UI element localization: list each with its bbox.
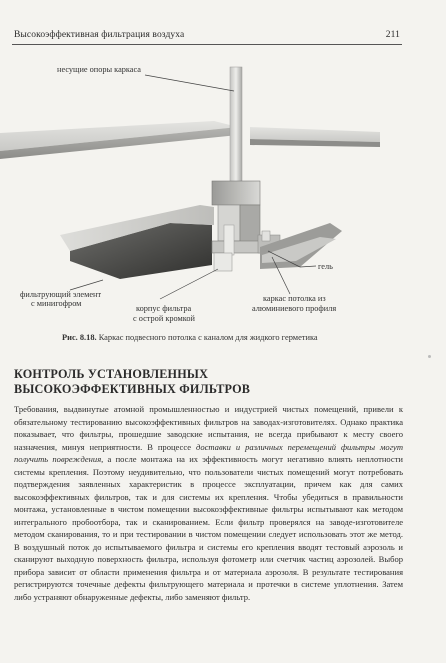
label-filter-element-line1: фильтрующий элемент — [20, 290, 102, 299]
left-beam — [0, 121, 238, 159]
label-filter-element-line2: с минигофром — [31, 299, 82, 308]
label-gel: гель — [318, 262, 333, 271]
label-ceiling-frame-line1: каркас потолка из — [263, 294, 326, 303]
running-title: Высокоэффективная фильтрация воздуха — [14, 30, 185, 40]
support-rod — [230, 67, 242, 191]
paragraph-1-emphasis: доставки и различных перемещений фильтры могут получить повреждения — [14, 441, 404, 464]
margin-dot — [428, 355, 431, 358]
label-ceiling-frame-line2: алюминиевого профиля — [252, 304, 337, 313]
page-number: 211 — [385, 30, 400, 40]
label-filter-body-line1: корпус фильтра — [136, 304, 192, 313]
caption-text: Каркас подвесного потолка с каналом для жидкого герметика — [96, 333, 318, 342]
paragraph-1 — [14, 403, 403, 603]
caption-prefix: Рис. 8.18. — [62, 333, 97, 342]
label-filter-body-line2: с острой кромкой — [133, 314, 195, 323]
paragraph-1-part-a: Требования, выдвинутые атомной промышленностью и индустрией чистых помещений, привели к обязательному тестированию высокоэффективных фильтров на заводах-изготовителях. Однако практика показывает, что фильтры, прошедшие заводские испытания, не всегда прибывают к месту своего назначения, минуя неприятности. В процессе — [14, 404, 403, 452]
section-heading — [14, 367, 394, 397]
header-rule — [12, 44, 402, 45]
label-supports: несущие опоры каркаса — [57, 65, 141, 74]
ceiling-frame-figure — [0, 55, 446, 355]
running-header — [14, 30, 400, 44]
filter-element-left — [60, 205, 214, 279]
section-heading-line1: КОНТРОЛЬ УСТАНОВЛЕННЫХ — [14, 367, 209, 381]
paragraph-1-part-b: , а после монтажа на их эффективность могут негативно влиять неплотности системы крепления. Поэтому неудивительно, что пользователи чистых помещений могут потребовать подтверждения заявленных характеристик в процессе эксплуатации, причем как для самих высокоэффективных фильтров, так и для системы их крепления. Чтобы убедиться в правильности монтажа, установленные в чистом помещении высокоэффективные фильтры испытывают как методом интегрального пробоотбора, так и сканированием. Если фильтр проверялся на заводе-изготовителе методом сканирования, то и при тестировании в чистом помещении следует использовать этот же метод. В воздушный поток до испытываемого фильтра и системы его крепления вводят тестовый аэрозоль и сканируют выходную поверхность фильтра, используя фотометр или счетчик частиц аэрозолей. Выбор прибора зависит от области применения фильтра и от материала аэрозоля. В результате тестирования регистрируются точечные дефекты фильтрующего материала и протечки в системе уплотнения. Затем либо устраняют обнаруженные дефекты, либо заменяют фильтр. — [14, 454, 403, 602]
right-beam — [250, 127, 380, 147]
body-paragraph — [14, 403, 403, 603]
section-heading-line2: ВЫСОКОЭФФЕКТИВНЫХ ФИЛЬТРОВ — [14, 382, 251, 396]
figure-caption — [62, 333, 402, 342]
